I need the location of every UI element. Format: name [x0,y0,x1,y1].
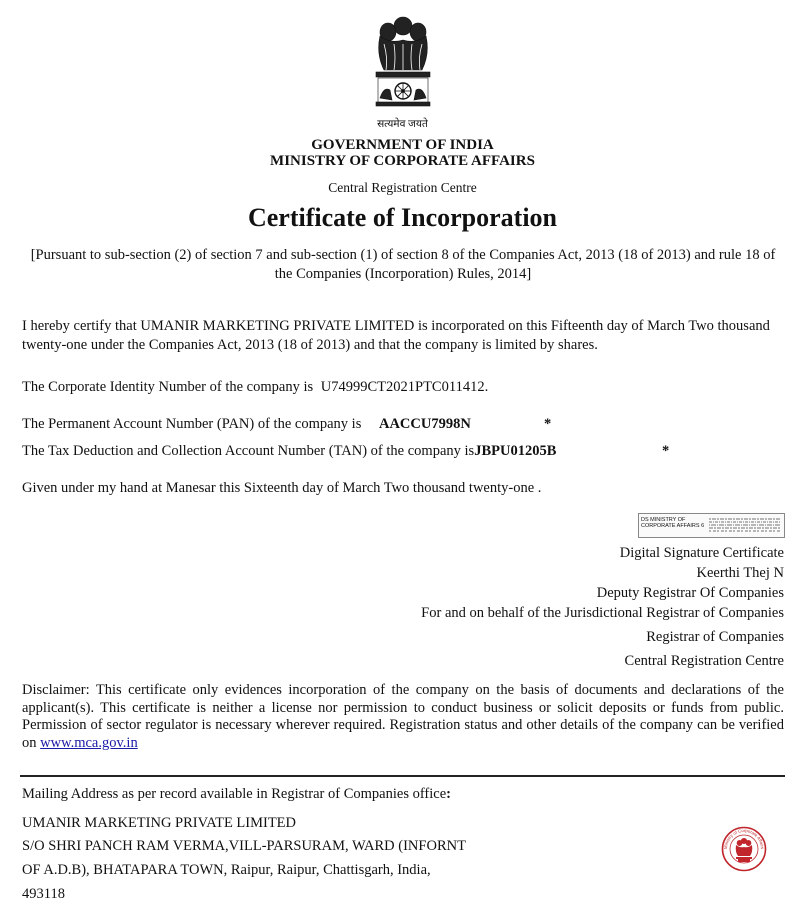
seal-ring-text: Ministry of Corporate Affairs [722,827,766,850]
issuing-authority [0,137,805,169]
cin-line [22,379,488,396]
certification-paragraph: I hereby certify that UMANIR MARKETING PRIVATE LIMITED is incorporated on this Fifteenth day of March Two thousand twenty-one under the Companies Act, 2013 (18 of 2013) and that the company is limited by shares. [22,318,770,353]
government-heading: GOVERNMENT OF INDIA [311,137,494,153]
mca-website-link[interactable]: www.mca.gov.in [40,734,138,751]
tan-label: The Tax Deduction and Collection Account Number (TAN) of the company is [22,443,475,459]
given-under-hand: Given under my hand at Manesar this Sixteenth day of March Two thousand twenty-one . [22,480,542,496]
signature-stamp-lines-icon [709,517,781,533]
registrar-label: Registrar of Companies [646,629,784,645]
pan-label: The Permanent Account Number (PAN) of the company is [22,416,362,432]
mailing-heading-colon: : [446,786,451,802]
signatory-designation: Deputy Registrar Of Companies [596,585,784,601]
tan-value: JBPU01205B [474,443,557,459]
signatory-behalf: For and on behalf of the Jurisdictional Registrar of Companies [421,605,784,621]
mailing-pincode: 493118 [22,886,65,902]
mailing-address-line-2: OF A.D.B), BHATAPARA TOWN, Raipur, Raipur, Chattisgarh, India, [22,862,431,878]
cin-label: The Corporate Identity Number of the company is [22,379,314,395]
mailing-address-line-1: S/O SHRI PANCH RAM VERMA,VILL-PARSURAM, WARD (INFORNT [22,838,466,854]
centre-heading: Central Registration Centre [328,180,477,195]
section-divider [20,775,785,777]
emblem-motto: सत्यमेव जयते [377,119,428,130]
tan-asterisk: * [662,443,670,459]
pan-asterisk: * [544,416,552,432]
national-emblem-icon [366,14,440,120]
cin-value: U74999CT2021PTC011412. [320,379,489,395]
digital-signature-stamp [638,513,785,538]
ministry-seal-icon [721,826,767,872]
signature-stamp-text: DS MINISTRY OF CORPORATE AFFAIRS 6 [641,517,705,529]
signatory-name: Keerthi Thej N [696,565,784,581]
mailing-heading [22,786,451,803]
ministry-heading: MINISTRY OF CORPORATE AFFAIRS [270,153,535,169]
mailing-heading-text: Mailing Address as per record available in Registrar of Companies office [22,786,447,802]
disclaimer-text: Disclaimer: This certificate only evidences incorporation of the company on the basis of documents and declarations of the applicant(s). This certificate is neither a license nor permission to conduct business or solicit deposits or funds from public. Permission of sector regulator is necessary wherever required. Registration status and other details of the company can be verified on [22,682,784,751]
mailing-company-name: UMANIR MARKETING PRIVATE LIMITED [22,815,297,831]
pan-line [22,416,471,433]
tan-line [22,443,556,460]
signature-certificate-label: Digital Signature Certificate [619,545,784,561]
document-title: Certificate of Incorporation [247,203,558,232]
pan-value: AACCU7998N [378,416,471,432]
registrar-centre: Central Registration Centre [624,653,784,669]
pursuant-clause: [Pursuant to sub-section (2) of section 7 and sub-section (1) of section 8 of the Companies Act, 2013 (18 of 2013) and rule 18 of the Companies (Incorporation) Rules, 2014] [30,247,776,282]
disclaimer [22,682,784,752]
